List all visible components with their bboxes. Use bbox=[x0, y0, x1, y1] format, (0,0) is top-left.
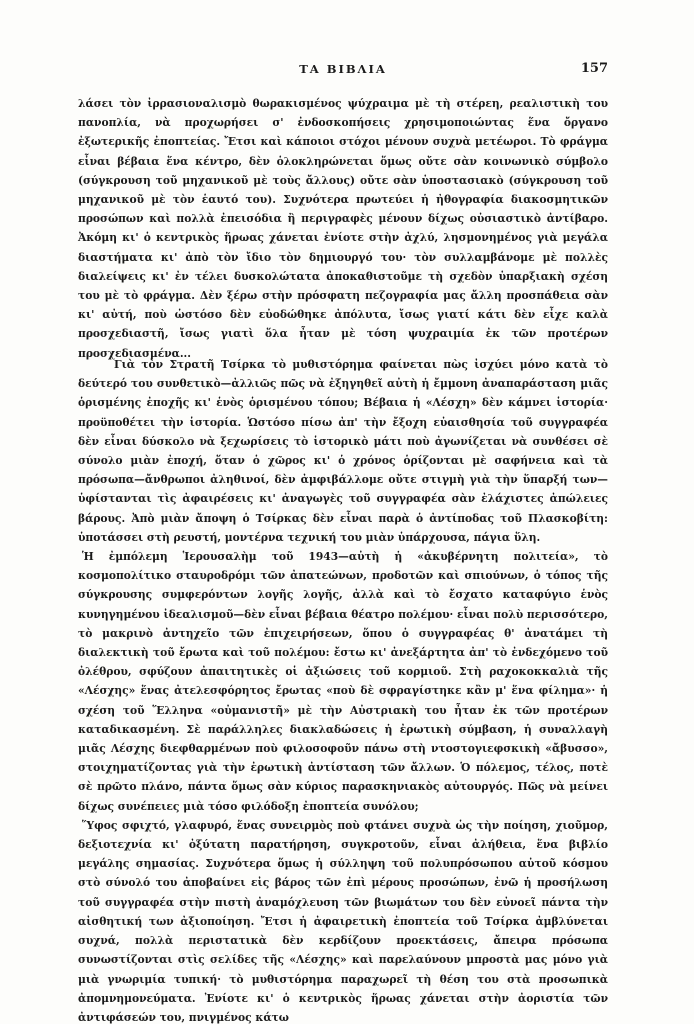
running-head bbox=[78, 62, 608, 82]
page-number: 157 bbox=[580, 61, 608, 76]
text-block-main bbox=[78, 355, 608, 1027]
paragraph: Ὕφος σφιχτό, γλαφυρό, ἕνας συνειρμὸς ποὺ φτάνει συχνὰ ὡς τὴν ποίηση, χιοῦμορ, δεξιοτεχνία κι' ὀξύτατη παρατήρηση, συγκροτοῦν, εἶναι ἀλήθεια, ἕνα βιβλίο μεγάλης σημασίας. Συχνότερα ὅμως ἡ σύλληψη τοῦ πολυπρόσωπου αὐτοῦ κόσμου στὸ σύνολό του ἀποβαίνει εἰς βάρος τῶν ἐπὶ μέρους προσώπων, ἐνῶ ἡ προσήλωση τοῦ συγγραφέα στὴν πιστὴ ἀναμόχλευση τῶν βιωμάτων του δὲν εὐνοεῖ πάντα τὴν αἰσθητική των ἀξιοποίηση. Ἔτσι ἡ ἀφαιρετικὴ ἐποπτεία τοῦ Τσίρκα ἀμβλύνεται συχνά, πολλὰ περιστατικὰ δὲν κερδίζουν προεκτάσεις, ἄπειρα πρόσωπα συνωστίζονται στὶς σελίδες τῆς «Λέσχης» καὶ παρελαύνουν μπροστὰ μας μόνο γιὰ μιὰ γνωριμία τυπική· τὸ μυθιστόρημα παραχωρεῖ τὴ θέση του στὰ προσωπικὰ ἀπομνημονεύματα. Ἐνίοτε κι' ὁ κεντρικὸς ἥρωας χάνεται στὴν ἀοριστία τῶν ἀντιφάσεών του, πνιγμένος κάτω bbox=[78, 818, 608, 1024]
running-title: ΤΑ ΒΙΒΛΙΑ bbox=[299, 62, 387, 76]
text-block-top bbox=[78, 94, 608, 363]
paragraph-continuation: λάσει τὸν ἰρρασιοναλισμὸ θωρακισμένος ψύχραιμα μὲ τὴ στέρεη, ρεαλιστικὴ του πανοπλία, νὰ προχωρήσει σ' ἐνδοσκοπήσεις χρησιμοποιώντας ἕνα ὄργανο ἐξωτερικῆς ἐποπτείας. Ἔτσι καὶ κάποιοι στόχοι μένουν συχνὰ μετέωροι. Τὸ φράγμα εἶναι βέβαια ἕνα κέντρο, δὲν ὁλοκληρώνεται ὅμως οὔτε σὰν κοινωνικὸ σύμβολο (σύγκρουση τοῦ μηχανικοῦ μὲ τοὺς ἄλλους) οὔτε σὰν ὑποστασιακὸ (σύγκρουση τοῦ μηχανικοῦ μὲ τὸν ἑαυτό του). Συχνότερα πρωτεύει ἡ ἠθογραφία διακοσμητικῶν προσώπων καὶ πολλὰ ἐπεισόδια ἢ περιγραφὲς μένουν δίχως οὐσιαστικὸ ἀντίβαρο. Ἀκόμη κι' ὁ κεντρικὸς ἥρωας χάνεται ἐνίοτε στὴν ἀχλύ, λησμονημένος γιὰ μεγάλα διαστήματα κι' ἀπὸ τὸν ἴδιο τὸν δημιουργό του· τὸν συλλαμβάνομε μὲ πολλὲς διαλείψεις κι' ἐν τέλει δυσκολώτατα ἀποκαθιστοῦμε τὴ σχεδὸν ὑπαρξιακὴ σχέση του μὲ τὸ φράγμα. Δὲν ξέρω στὴν πρόσφατη πεζογραφία μας ἄλλη προσπάθεια σὰν κι' αὐτή, ποὺ ὡστόσο δὲν εὐοδώθηκε ἀπόλυτα, ἴσως γιατί κάτι δὲν εἶχε καλὰ προσχεδιαστῆ, ἴσως γιατὶ ὅλα ἦταν μὲ τόση ψυχραιμία ἐκ τῶν προτέρων προσχεδιασμένα... bbox=[78, 97, 608, 360]
paragraph: Γιὰ τὸν Στρατῆ Τσίρκα τὸ μυθιστόρημα φαίνεται πὼς ἰσχύει μόνο κατὰ τὸ δεύτερό του συνθετικὸ—ἀλλιῶς πῶς νὰ ἐξηγηθεῖ αὐτὴ ἡ ἔμμονη ἀναπαράσταση μιᾶς ὁρισμένης ἐποχῆς κι' ἑνὸς ὁρισμένου τόπου; Βέβαια ἡ «Λέσχη» δὲν κάμνει ἱστορία· προϋποθέτει τὴν ἱστορία. Ὡστόσο πίσω ἀπ' τὴν ἔξοχη εὐαισθησία τοῦ συγγραφέα δὲν εἶναι δύσκολο νὰ ξεχωρίσεις τὸ ἱστορικὸ μάτι ποὺ ἀγωνίζεται νὰ συνθέσει σὲ σύνολο μιὰν ἐποχή, ὅταν ὁ χῶρος κι' ὁ χρόνος ὁρίζονται μὲ σαφήνεια καὶ τὰ πρόσωπα—ἄνθρωποι ἀληθινοί, δὲν ἀμφιβάλλομε οὔτε στιγμὴ γιὰ τὴν ὕπαρξή των—ὑφίστανται τὶς ἀφαιρέσεις κι' ἀναγωγὲς τοῦ συγγραφέα σὰν ἐλάχιστες ἀπώλειες βάρους. Ἀπὸ μιὰν ἄποψη ὁ Τσίρκας δὲν εἶναι παρὰ ὁ ἀντίποδας τοῦ Πλασκοβίτη: ὑποτάσσει στὴ ρευστή, μοντέρνα τεχνική του μιὰν ὑπάρχουσα, πάγια ὕλη. bbox=[78, 358, 608, 544]
paragraph: Ἡ ἐμπόλεμη Ἱερουσαλὴμ τοῦ 1943—αὐτὴ ἡ «ἀκυβέρνητη πολιτεία», τὸ κοσμοπολίτικο σταυροδρόμι τῶν ἀπατεώνων, προδοτῶν καὶ σπιούνων, ὁ τόπος τῆς σύγκρουσης συμφερόντων λογῆς λογῆς, ἀλλὰ καὶ τὸ ἔσχατο καταφύγιο ἑνὸς κυνηγημένου ἰδεαλισμοῦ—δὲν εἶναι βέβαια θέατρο πολέμου· εἶναι πολὺ περισσότερο, τὸ μακρινὸ ἀντηχεῖο τῶν ἐπιχειρήσεων, ὅπου ὁ συγγραφέας θ' ἀνατάμει τὴ διαλεκτικὴ τοῦ ἔρωτα καὶ τοῦ πολέμου: ἔστω κι' ἀνεξάρτητα ἀπ' τὸ ἐνδεχόμενο τοῦ ὀλέθρου, σφύζουν ἀπαιτητικὲς οἱ ἀξιώσεις τοῦ κορμιοῦ. Στὴ ραχοκοκκαλιὰ τῆς «Λέσχης» ἕνας ἀτελεσφόρητος ἔρωτας «ποὺ δὲ σφραγίστηκε κἂν μ' ἕνα φίλημα»· ἡ σχέση τοῦ Ἕλληνα «οὐμανιστῆ» μὲ τὴν Αὐστριακὴ του ἦταν ἐκ τῶν προτέρων καταδικασμένη. Σὲ παράλληλες διακλαδώσεις ἡ ἐρωτικὴ σύμβαση, ἡ συναλλαγὴ μιᾶς Λέσχης διεφθαρμένων ποὺ φιλοσοφοῦν πάνω στὴ ντοστογιεφσκικὴ «ἄβυσσο», στοιχηματίζοντας γιὰ τὴν ἐρωτικὴ ἀντίσταση τῶν ἄλλων. Ὁ πόλεμος, τέλος, ποτὲ σὲ πρῶτο πλάνο, πάντα ὅμως σὰν κύριος παρασκηνιακὸς αὐτουργός. Πῶς νὰ μείνει δίχως συνέπειες μιὰ τόσο φιλόδοξη ἐποπτεία συνόλου; bbox=[78, 550, 608, 813]
